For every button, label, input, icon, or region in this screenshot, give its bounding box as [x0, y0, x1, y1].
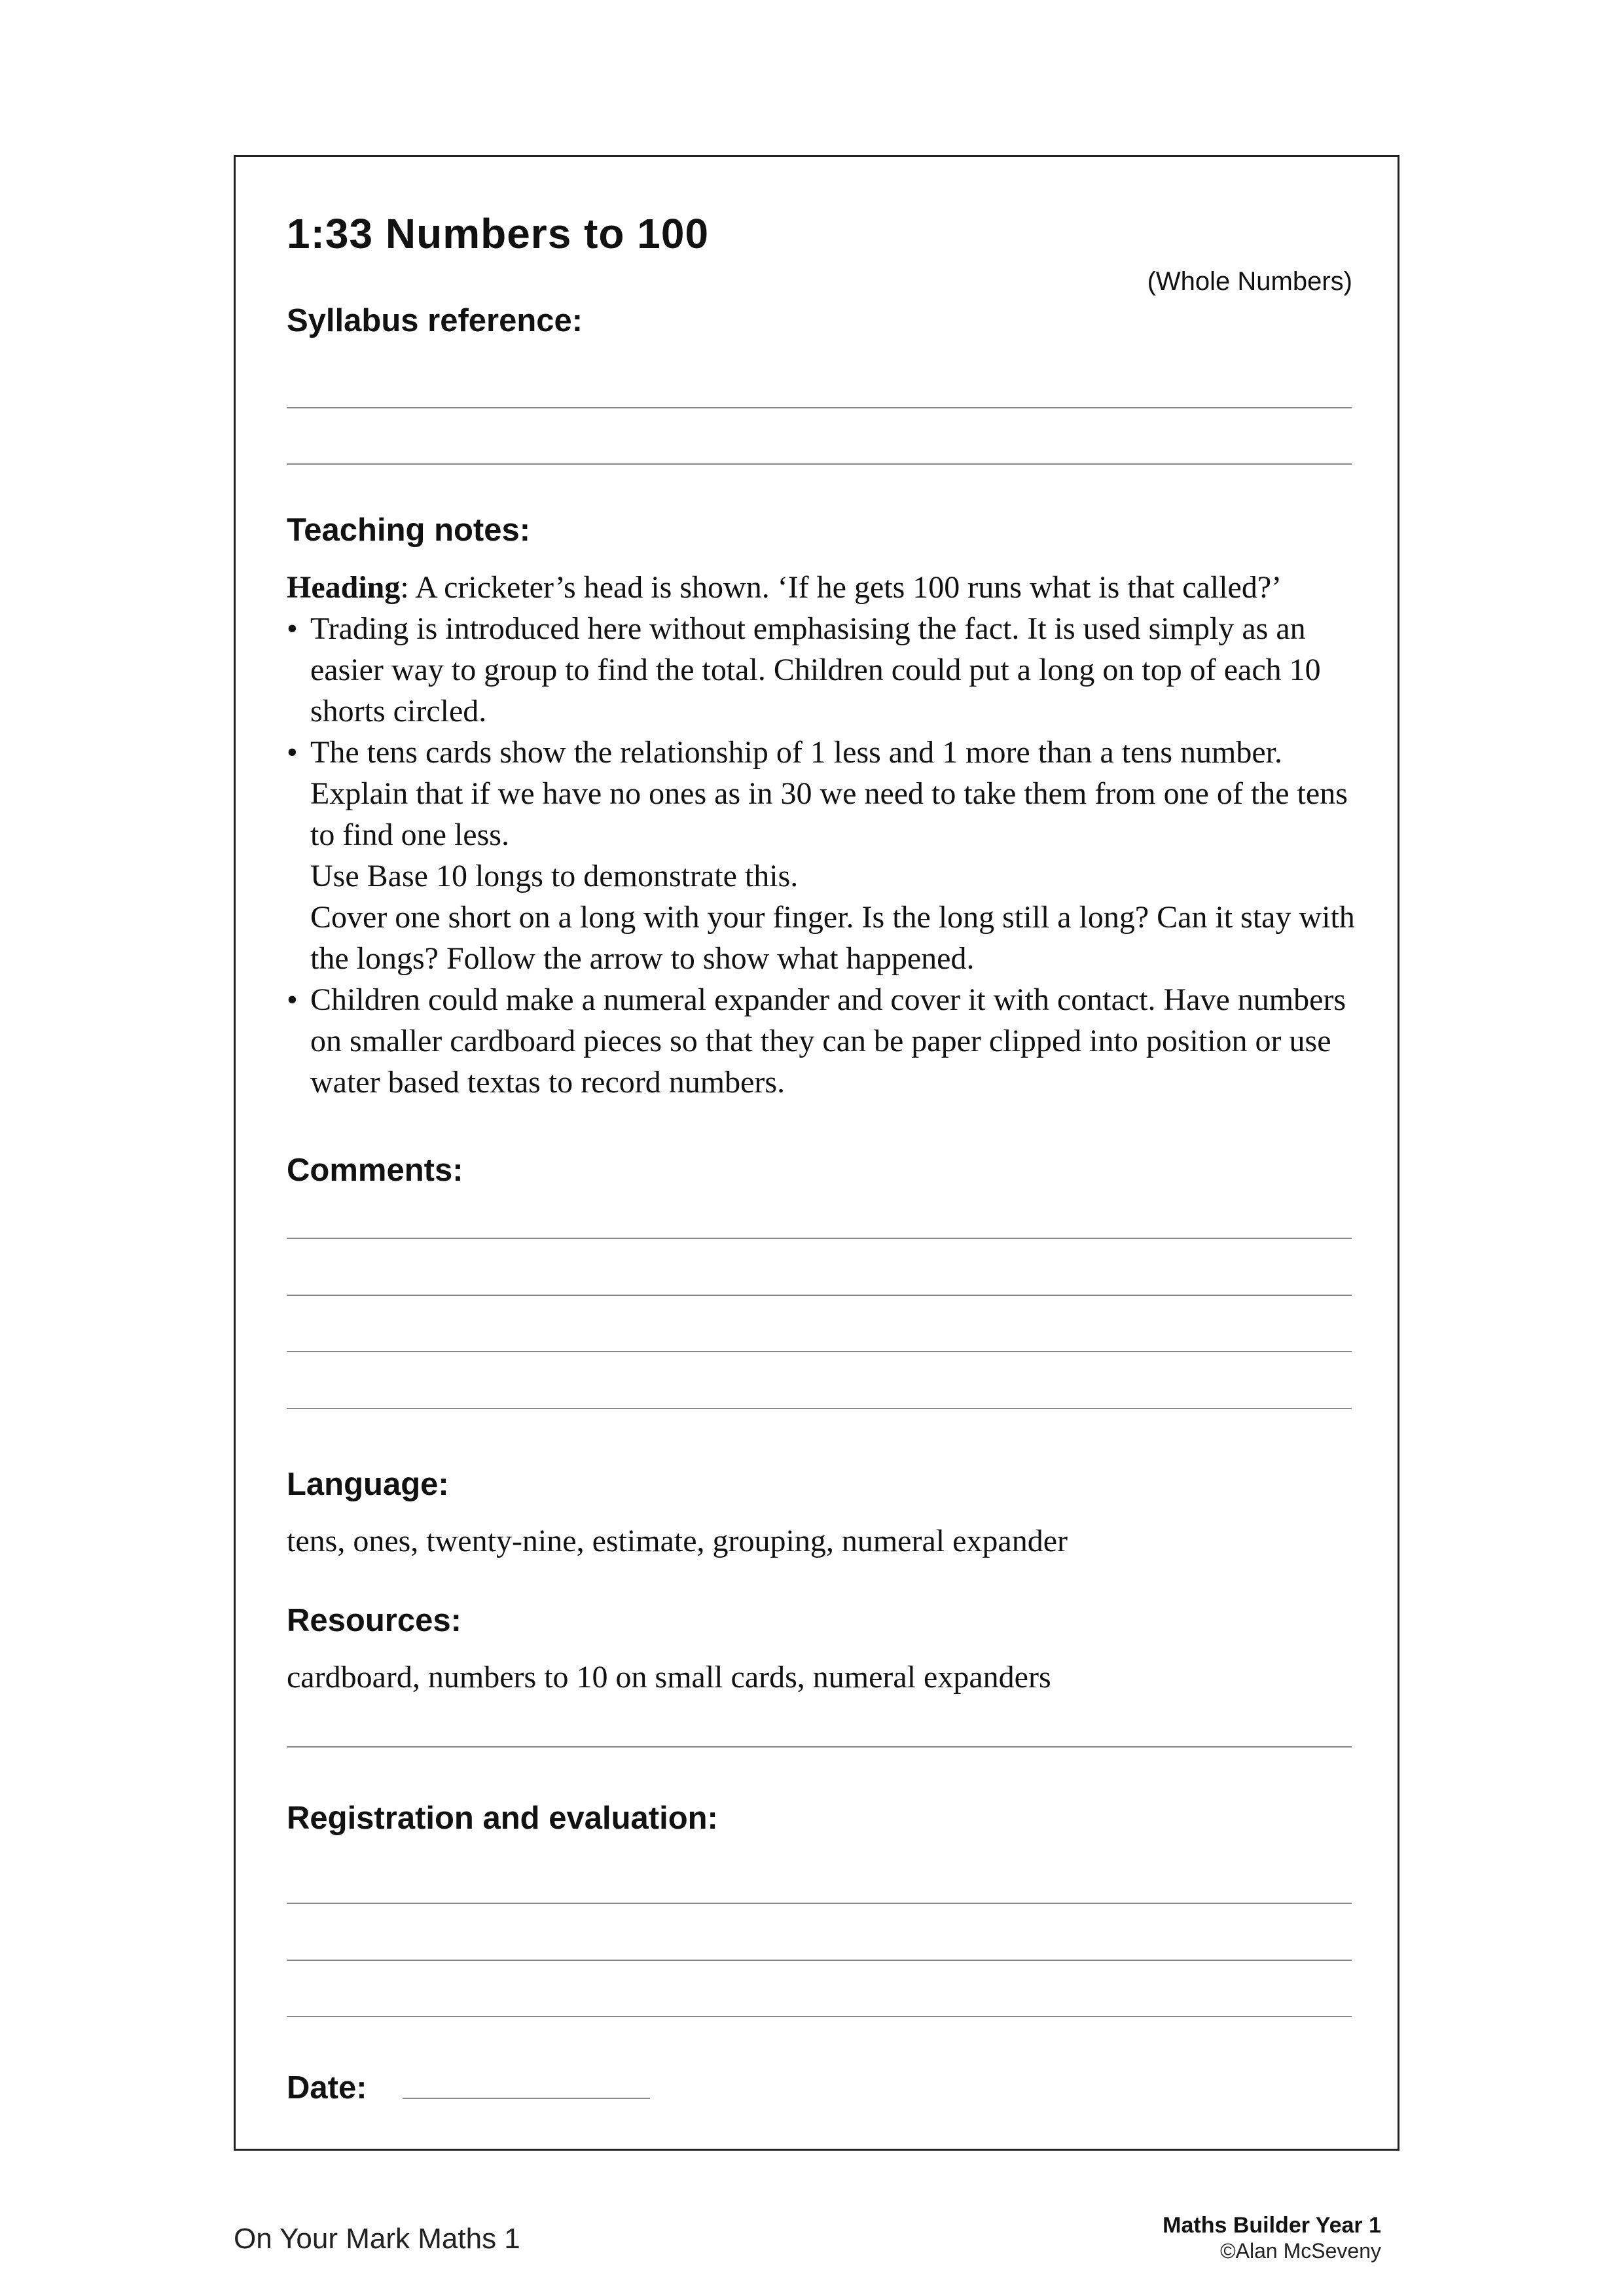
- footer-publisher: [1100, 2212, 1381, 2263]
- list-item-text: The tens cards show the relationship of 1 less and 1 more than a tens number. Explain that if we have no ones as in 30 we need to take them from one of the tens to find one less.: [310, 735, 1348, 852]
- teaching-notes-intro: [287, 567, 1360, 608]
- list-item-text: Use Base 10 longs to demonstrate this.: [310, 859, 799, 893]
- bullet-icon: •: [287, 611, 298, 646]
- registration-line-2: [287, 1960, 1352, 1961]
- date-field-line: [403, 2098, 650, 2099]
- teaching-notes-heading: Teaching notes:: [287, 512, 531, 548]
- list-item-text: Children could make a numeral expander and cover it with contact. Have numbers on smaller cardboard pieces so that they can be paper clipped into position or use water based textas to record numbers.: [310, 982, 1346, 1100]
- syllabus-heading: Syllabus reference:: [287, 303, 583, 338]
- registration-line-3: [287, 2016, 1352, 2017]
- bullet-icon: •: [287, 982, 298, 1017]
- language-text: tens, ones, twenty-nine, estimate, grouping, numeral expander: [287, 1524, 1068, 1558]
- teaching-notes-list: [287, 608, 1360, 1103]
- page-title: 1:33 Numbers to 100: [287, 210, 710, 257]
- list-item-text: Trading is introduced here without emphasising the fact. It is used simply as an easier way to group to find the total. Children could put a long on top of each 10 shorts circled.: [310, 611, 1321, 728]
- list-item: [287, 732, 1360, 979]
- language-heading: Language:: [287, 1467, 449, 1502]
- comments-line-3: [287, 1351, 1352, 1352]
- list-item: [287, 608, 1360, 732]
- resources-heading: Resources:: [287, 1603, 461, 1638]
- footer-copyright: ©Alan McSeveny: [1220, 2239, 1381, 2263]
- comments-line-4: [287, 1408, 1352, 1409]
- date-label: Date:: [287, 2070, 367, 2106]
- resources-line: [287, 1746, 1352, 1748]
- comments-heading: Comments:: [287, 1153, 463, 1188]
- syllabus-line-2: [287, 463, 1352, 465]
- registration-line-1: [287, 1903, 1352, 1904]
- comments-line-2: [287, 1295, 1352, 1296]
- list-item-text: Cover one short on a long with your finger. Is the long still a long? Can it stay with the longs? Follow the arrow to show what happened.: [310, 900, 1355, 976]
- registration-heading: Registration and evaluation:: [287, 1801, 718, 1836]
- intro-text: : A cricketer’s head is shown. ‘If he gets 100 runs what is that called?’: [400, 570, 1282, 605]
- teaching-notes-body: [287, 567, 1360, 1103]
- intro-label: Heading: [287, 570, 401, 605]
- resources-text: cardboard, numbers to 10 on small cards, numeral expanders: [287, 1660, 1051, 1695]
- comments-line-1: [287, 1238, 1352, 1239]
- footer-book-title: Maths Builder Year 1: [1163, 2213, 1381, 2238]
- list-item: [287, 979, 1360, 1103]
- category-label: (Whole Numbers): [1147, 267, 1352, 296]
- footer-series-title: On Your Mark Maths 1: [234, 2223, 520, 2255]
- bullet-icon: •: [287, 735, 298, 770]
- syllabus-line-1: [287, 407, 1352, 408]
